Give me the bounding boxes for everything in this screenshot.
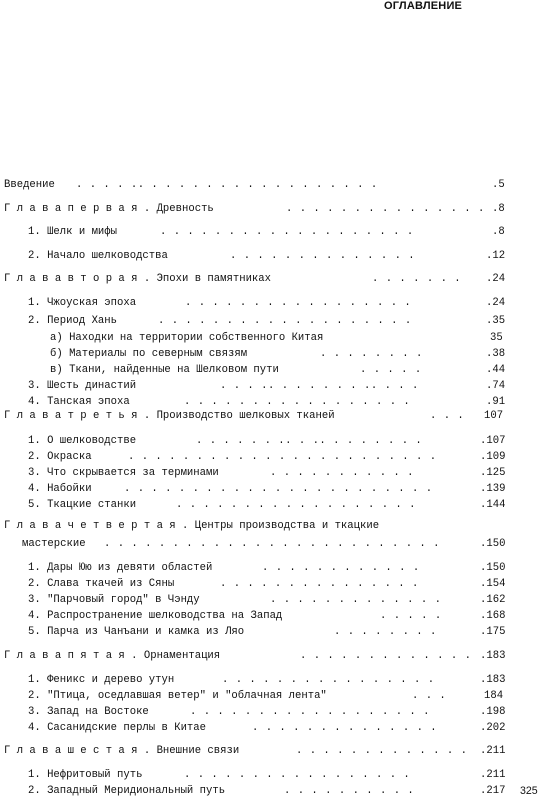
toc-chapter-entry[interactable]: [0, 271, 541, 287]
toc-chapter-entry[interactable]: [0, 201, 541, 217]
toc-entry-page: .217: [480, 785, 506, 797]
toc-entry-page: .5: [492, 179, 505, 191]
toc-entry-title: в) Ткани, найденные на Шелковом пути: [50, 364, 279, 376]
toc-entry-page: .24: [486, 297, 506, 309]
toc-entry[interactable]: [0, 704, 541, 720]
toc-entry-title: 3. Запад на Востоке: [28, 706, 149, 718]
toc-entry-title: 2. Начало шелководства: [28, 250, 168, 262]
toc-entry-title: Г л а в а п е р в а я . Древность: [4, 203, 214, 215]
toc-entry-leader: . . . . . . . . . .: [284, 785, 415, 797]
toc-entry[interactable]: [0, 767, 541, 783]
toc-entry-page: .198: [480, 706, 506, 718]
toc-entry-leader: . . . . . . . . . . . . . . . . .: [184, 769, 411, 781]
toc-entry[interactable]: [0, 330, 541, 346]
toc-entry-title: 1. Дары Юю из девяти областей: [28, 562, 213, 574]
toc-entry-page: .211: [480, 745, 506, 757]
toc-entry-leader: . . . . .. . . . . . . . . . . . . . . . . .: [76, 179, 378, 191]
toc-entry-leader: . . . . . . . . . . . . . . . . . . .: [160, 226, 414, 238]
toc-entry-leader: . . . . . . .. . .. . . . . . . .: [196, 435, 423, 447]
toc-entry[interactable]: [0, 624, 541, 640]
toc-entry[interactable]: [0, 783, 541, 799]
toc-entry-leader: . . . . . . .: [372, 273, 462, 285]
toc-entry-title: 5. Ткацкие станки: [28, 499, 137, 511]
toc-entry-leader: . . . . . . . . . . . . . .: [252, 722, 438, 734]
toc-entry-page: .8: [492, 226, 505, 238]
toc-chapter-entry[interactable]: [0, 518, 541, 534]
toc-entry-leader: . . . . . . . . . . . . .: [270, 594, 442, 606]
toc-entry[interactable]: [0, 346, 541, 362]
toc-entry-title: 2. "Птица, оседлавшая ветер" и "облачная лента": [28, 690, 327, 702]
toc-chapter-entry[interactable]: [0, 743, 541, 759]
toc-entry-leader: . . . . . . . . . . . . . . .: [286, 203, 485, 215]
toc-entry-leader: . . . . . . . . . . . . . . .: [220, 578, 419, 590]
toc-entry-leader: . . . . . . . . . . . .: [262, 562, 420, 574]
toc-entry-leader: . . . . . . . . . . . . . . . . . . . . . . .: [128, 451, 437, 463]
toc-entry-page: .144: [480, 499, 506, 511]
toc-entry-title: 4. Распространение шелководства на Запад: [28, 610, 283, 622]
toc-entry[interactable]: [0, 378, 541, 394]
toc-entry[interactable]: [0, 465, 541, 481]
toc-entry-page: .183: [480, 650, 506, 662]
toc-chapter-entry[interactable]: [0, 648, 541, 664]
toc-entry-page: .38: [486, 348, 506, 360]
toc-entry-page: .74: [486, 380, 506, 392]
toc-entry-page: .35: [486, 315, 506, 327]
toc-entry-page: .202: [480, 722, 506, 734]
toc-entry-leader: . . . . . . . .: [320, 348, 423, 360]
toc-entry-page: .162: [480, 594, 506, 606]
toc-entry[interactable]: [0, 433, 541, 449]
toc-entry[interactable]: [0, 224, 541, 240]
toc-entry[interactable]: [0, 481, 541, 497]
toc-entry[interactable]: [0, 576, 541, 592]
toc-entry-title: 2. Слава ткачей из Сяны: [28, 578, 175, 590]
toc-entry-leader: . . . . . . . . . . . . . .: [230, 250, 416, 262]
toc-entry-title: 2. Окраска: [28, 451, 92, 463]
toc-entry-page: .175: [480, 626, 506, 638]
toc-entry-title: Г л а в а т р е т ь я . Производство шелковых тканей: [4, 410, 335, 422]
toc-entry-leader: . . . . . . . . . . . . .: [300, 650, 472, 662]
toc-entry[interactable]: [0, 362, 541, 378]
toc-entry-page: .109: [480, 451, 506, 463]
toc-entry-page: .24: [486, 273, 506, 285]
toc-entry-title: 4. Набойки: [28, 483, 92, 495]
toc-entry-page: .168: [480, 610, 506, 622]
toc-entry-page: .150: [480, 562, 506, 574]
toc-entry[interactable]: [0, 248, 541, 264]
toc-entry-leader: . . . . . . . . . . . . . . . . .: [184, 396, 411, 408]
toc-entry[interactable]: [0, 560, 541, 576]
toc-entry-title: 1. Шелк и мифы: [28, 226, 118, 238]
page-number: 325: [520, 785, 538, 797]
toc-entry-page: .211: [480, 769, 506, 781]
toc-entry-title: 1. О шелководстве: [28, 435, 137, 447]
page-heading: ОГЛАВЛЕНИЕ: [384, 0, 463, 12]
toc-entry-title: 2. Период Хань: [28, 315, 118, 327]
toc-entry-page: .91: [486, 396, 506, 408]
toc-entry[interactable]: [0, 313, 541, 329]
toc-entry-page: .150: [480, 538, 506, 550]
toc-entry-title: Г л а в а ш е с т а я . Внешние связи: [4, 745, 240, 757]
toc-entry-page: .125: [480, 467, 506, 479]
toc-entry-leader: . . . . . . . . . . .: [270, 467, 415, 479]
toc-entry-leader: . . . . . . . . . . . . . . . . . .: [176, 499, 417, 511]
toc-entry[interactable]: [0, 688, 541, 704]
toc-entry[interactable]: [0, 497, 541, 513]
toc-entry-leader: . . . . . . . . . . . . . . . . . . . . . . .: [124, 483, 433, 495]
toc-entry-title: 5. Парча из Чанъани и камка из Ляо: [28, 626, 245, 638]
toc-entry-leader: . . . . . . . . . . . . . . . . .: [185, 297, 412, 309]
toc-entry-title: мастерские: [22, 538, 86, 550]
toc-entry-page: 35: [490, 332, 503, 344]
toc-entry-leader: . . .: [430, 410, 465, 422]
toc-entry-title: 1. Чжоуская эпоха: [28, 297, 137, 309]
toc-entry-leader: . . .: [412, 690, 447, 702]
toc-entry-title: Г л а в а в т о р а я . Эпохи в памятниках: [4, 273, 272, 285]
toc-entry-page: .12: [486, 250, 506, 262]
toc-entry[interactable]: [0, 672, 541, 688]
toc-entry[interactable]: [0, 536, 541, 552]
toc-entry-title: 1. Нефритовый путь: [28, 769, 143, 781]
toc-entry-leader: . . . . . . . . . . . . .: [296, 745, 468, 757]
toc-entry[interactable]: [0, 449, 541, 465]
toc-entry-leader: . . . . . . . .: [334, 626, 437, 638]
toc-entry-title: Введение: [4, 179, 55, 191]
toc-entry-title: 4. Сасанидские перлы в Китае: [28, 722, 207, 734]
toc-entry-leader: . . . . . . . . . . . . . . . . . .: [190, 706, 431, 718]
toc-entry-title: 3. Шесть династий: [28, 380, 137, 392]
toc-entry[interactable]: [0, 295, 541, 311]
toc-entry-title: Г л а в а ч е т в е р т а я . Центры производства и ткацкие: [4, 520, 380, 532]
toc-entry-leader: . . . . . . . . . . . . . . . . . . . . . . . . .: [104, 538, 441, 550]
toc-entry-leader: . . . . .: [380, 610, 442, 622]
toc-entry-leader: . . . .. . . . . . . .. . . .: [220, 380, 419, 392]
toc-entry-page: .154: [480, 578, 506, 590]
toc-entry-page: .139: [480, 483, 506, 495]
toc-entry-title: 4. Танская эпоха: [28, 396, 130, 408]
toc-chapter-entry[interactable]: [0, 408, 541, 424]
toc-entry-page: 184: [484, 690, 504, 702]
toc-entry-title: 3. Что скрывается за терминами: [28, 467, 219, 479]
toc-entry[interactable]: [0, 608, 541, 624]
toc-entry-leader: . . . . . . . . . . . . . . . .: [222, 674, 435, 686]
toc-entry-page: .107: [480, 435, 506, 447]
toc-entry-title: б) Материалы по северным связям: [50, 348, 248, 360]
toc-entry-page: .44: [486, 364, 506, 376]
toc-entry-title: 2. Западный Меридиональный путь: [28, 785, 226, 797]
toc-entry-page: .183: [480, 674, 506, 686]
toc-entry-page: .8: [492, 203, 505, 215]
toc-entry-leader: . . . . .: [360, 364, 422, 376]
toc-entry[interactable]: [0, 177, 541, 193]
toc-entry[interactable]: [0, 720, 541, 736]
toc-entry-title: 3. "Парчовый город" в Чэнду: [28, 594, 200, 606]
toc-entry-title: 1. Феникс и дерево утун: [28, 674, 175, 686]
toc-entry-page: 107: [484, 410, 504, 422]
toc-entry-title: а) Находки на территории собственного Китая: [50, 332, 324, 344]
toc-entry[interactable]: [0, 592, 541, 608]
toc-entry-title: Г л а в а п я т а я . Орнаментация: [4, 650, 221, 662]
toc-entry-leader: . . . . . . . . . . . . . . . . . . .: [158, 315, 412, 327]
